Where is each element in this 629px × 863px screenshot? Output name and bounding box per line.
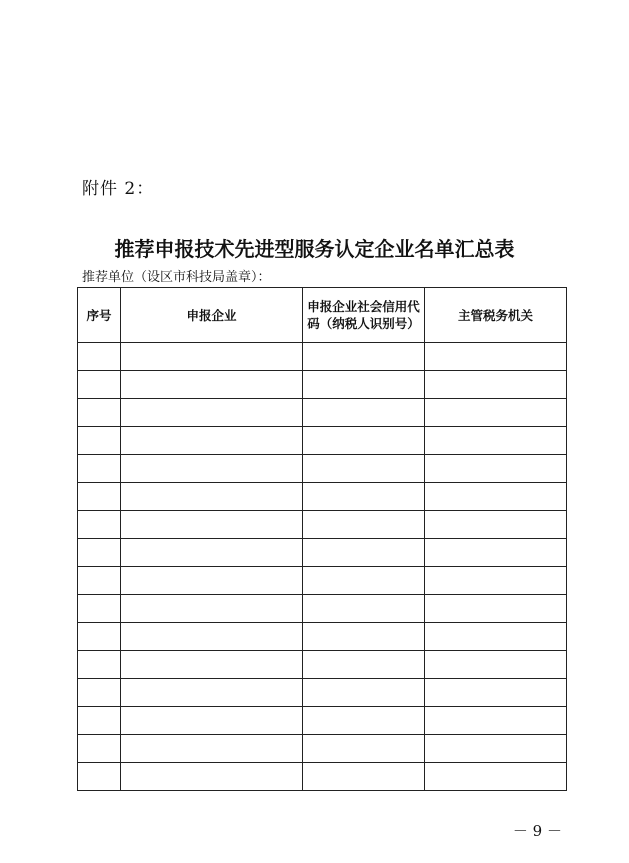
header-seq: 序号	[78, 288, 121, 343]
cell-credit-code	[303, 651, 425, 679]
cell-credit-code	[303, 455, 425, 483]
cell-seq	[78, 427, 121, 455]
table-row	[78, 623, 567, 651]
cell-seq	[78, 763, 121, 791]
recommending-unit-label: 推荐单位（设区市科技局盖章）：	[82, 270, 271, 285]
table-row	[78, 651, 567, 679]
table-row	[78, 455, 567, 483]
cell-seq	[78, 679, 121, 707]
cell-seq	[78, 343, 121, 371]
cell-seq	[78, 595, 121, 623]
cell-enterprise	[121, 427, 303, 455]
header-enterprise: 申报企业	[121, 288, 303, 343]
cell-tax-authority	[425, 427, 567, 455]
cell-enterprise	[121, 483, 303, 511]
cell-tax-authority	[425, 455, 567, 483]
table-row	[78, 511, 567, 539]
cell-credit-code	[303, 567, 425, 595]
cell-seq	[78, 511, 121, 539]
cell-credit-code	[303, 399, 425, 427]
cell-tax-authority	[425, 483, 567, 511]
header-credit-code: 申报企业社会信用代码（纳税人识别号）	[303, 288, 425, 343]
cell-seq	[78, 651, 121, 679]
table-row	[78, 595, 567, 623]
document-title: 推荐申报技术先进型服务认定企业名单汇总表	[114, 237, 515, 261]
table-row	[78, 679, 567, 707]
attachment-label: 附件 2：	[82, 179, 155, 199]
table-row	[78, 539, 567, 567]
cell-enterprise	[121, 679, 303, 707]
cell-enterprise	[121, 371, 303, 399]
cell-seq	[78, 567, 121, 595]
cell-credit-code	[303, 539, 425, 567]
cell-enterprise	[121, 567, 303, 595]
table-row	[78, 399, 567, 427]
cell-credit-code	[303, 735, 425, 763]
cell-enterprise	[121, 511, 303, 539]
cell-tax-authority	[425, 707, 567, 735]
cell-enterprise	[121, 343, 303, 371]
cell-enterprise	[121, 763, 303, 791]
table-row	[78, 343, 567, 371]
cell-seq	[78, 399, 121, 427]
cell-tax-authority	[425, 651, 567, 679]
cell-credit-code	[303, 427, 425, 455]
cell-seq	[78, 707, 121, 735]
cell-credit-code	[303, 483, 425, 511]
cell-credit-code	[303, 511, 425, 539]
cell-credit-code	[303, 371, 425, 399]
cell-enterprise	[121, 399, 303, 427]
cell-credit-code	[303, 707, 425, 735]
table-row	[78, 371, 567, 399]
table-row	[78, 707, 567, 735]
cell-credit-code	[303, 679, 425, 707]
table-row	[78, 735, 567, 763]
cell-enterprise	[121, 707, 303, 735]
header-tax-authority: 主管税务机关	[425, 288, 567, 343]
cell-seq	[78, 455, 121, 483]
cell-credit-code	[303, 623, 425, 651]
cell-enterprise	[121, 623, 303, 651]
cell-enterprise	[121, 651, 303, 679]
cell-tax-authority	[425, 371, 567, 399]
table-row	[78, 427, 567, 455]
cell-seq	[78, 623, 121, 651]
cell-credit-code	[303, 343, 425, 371]
table-row	[78, 763, 567, 791]
table-row	[78, 567, 567, 595]
page-number: － 9 －	[512, 822, 562, 840]
cell-tax-authority	[425, 511, 567, 539]
cell-tax-authority	[425, 399, 567, 427]
cell-credit-code	[303, 595, 425, 623]
cell-seq	[78, 371, 121, 399]
enterprise-summary-table	[77, 287, 567, 791]
cell-enterprise	[121, 595, 303, 623]
cell-seq	[78, 735, 121, 763]
table-row	[78, 483, 567, 511]
cell-seq	[78, 483, 121, 511]
cell-tax-authority	[425, 623, 567, 651]
cell-seq	[78, 539, 121, 567]
table-header-row	[78, 288, 567, 343]
cell-enterprise	[121, 735, 303, 763]
cell-tax-authority	[425, 595, 567, 623]
cell-tax-authority	[425, 763, 567, 791]
table-body	[78, 343, 567, 791]
cell-tax-authority	[425, 539, 567, 567]
cell-tax-authority	[425, 567, 567, 595]
cell-tax-authority	[425, 343, 567, 371]
cell-enterprise	[121, 539, 303, 567]
cell-tax-authority	[425, 735, 567, 763]
cell-tax-authority	[425, 679, 567, 707]
cell-enterprise	[121, 455, 303, 483]
cell-credit-code	[303, 763, 425, 791]
